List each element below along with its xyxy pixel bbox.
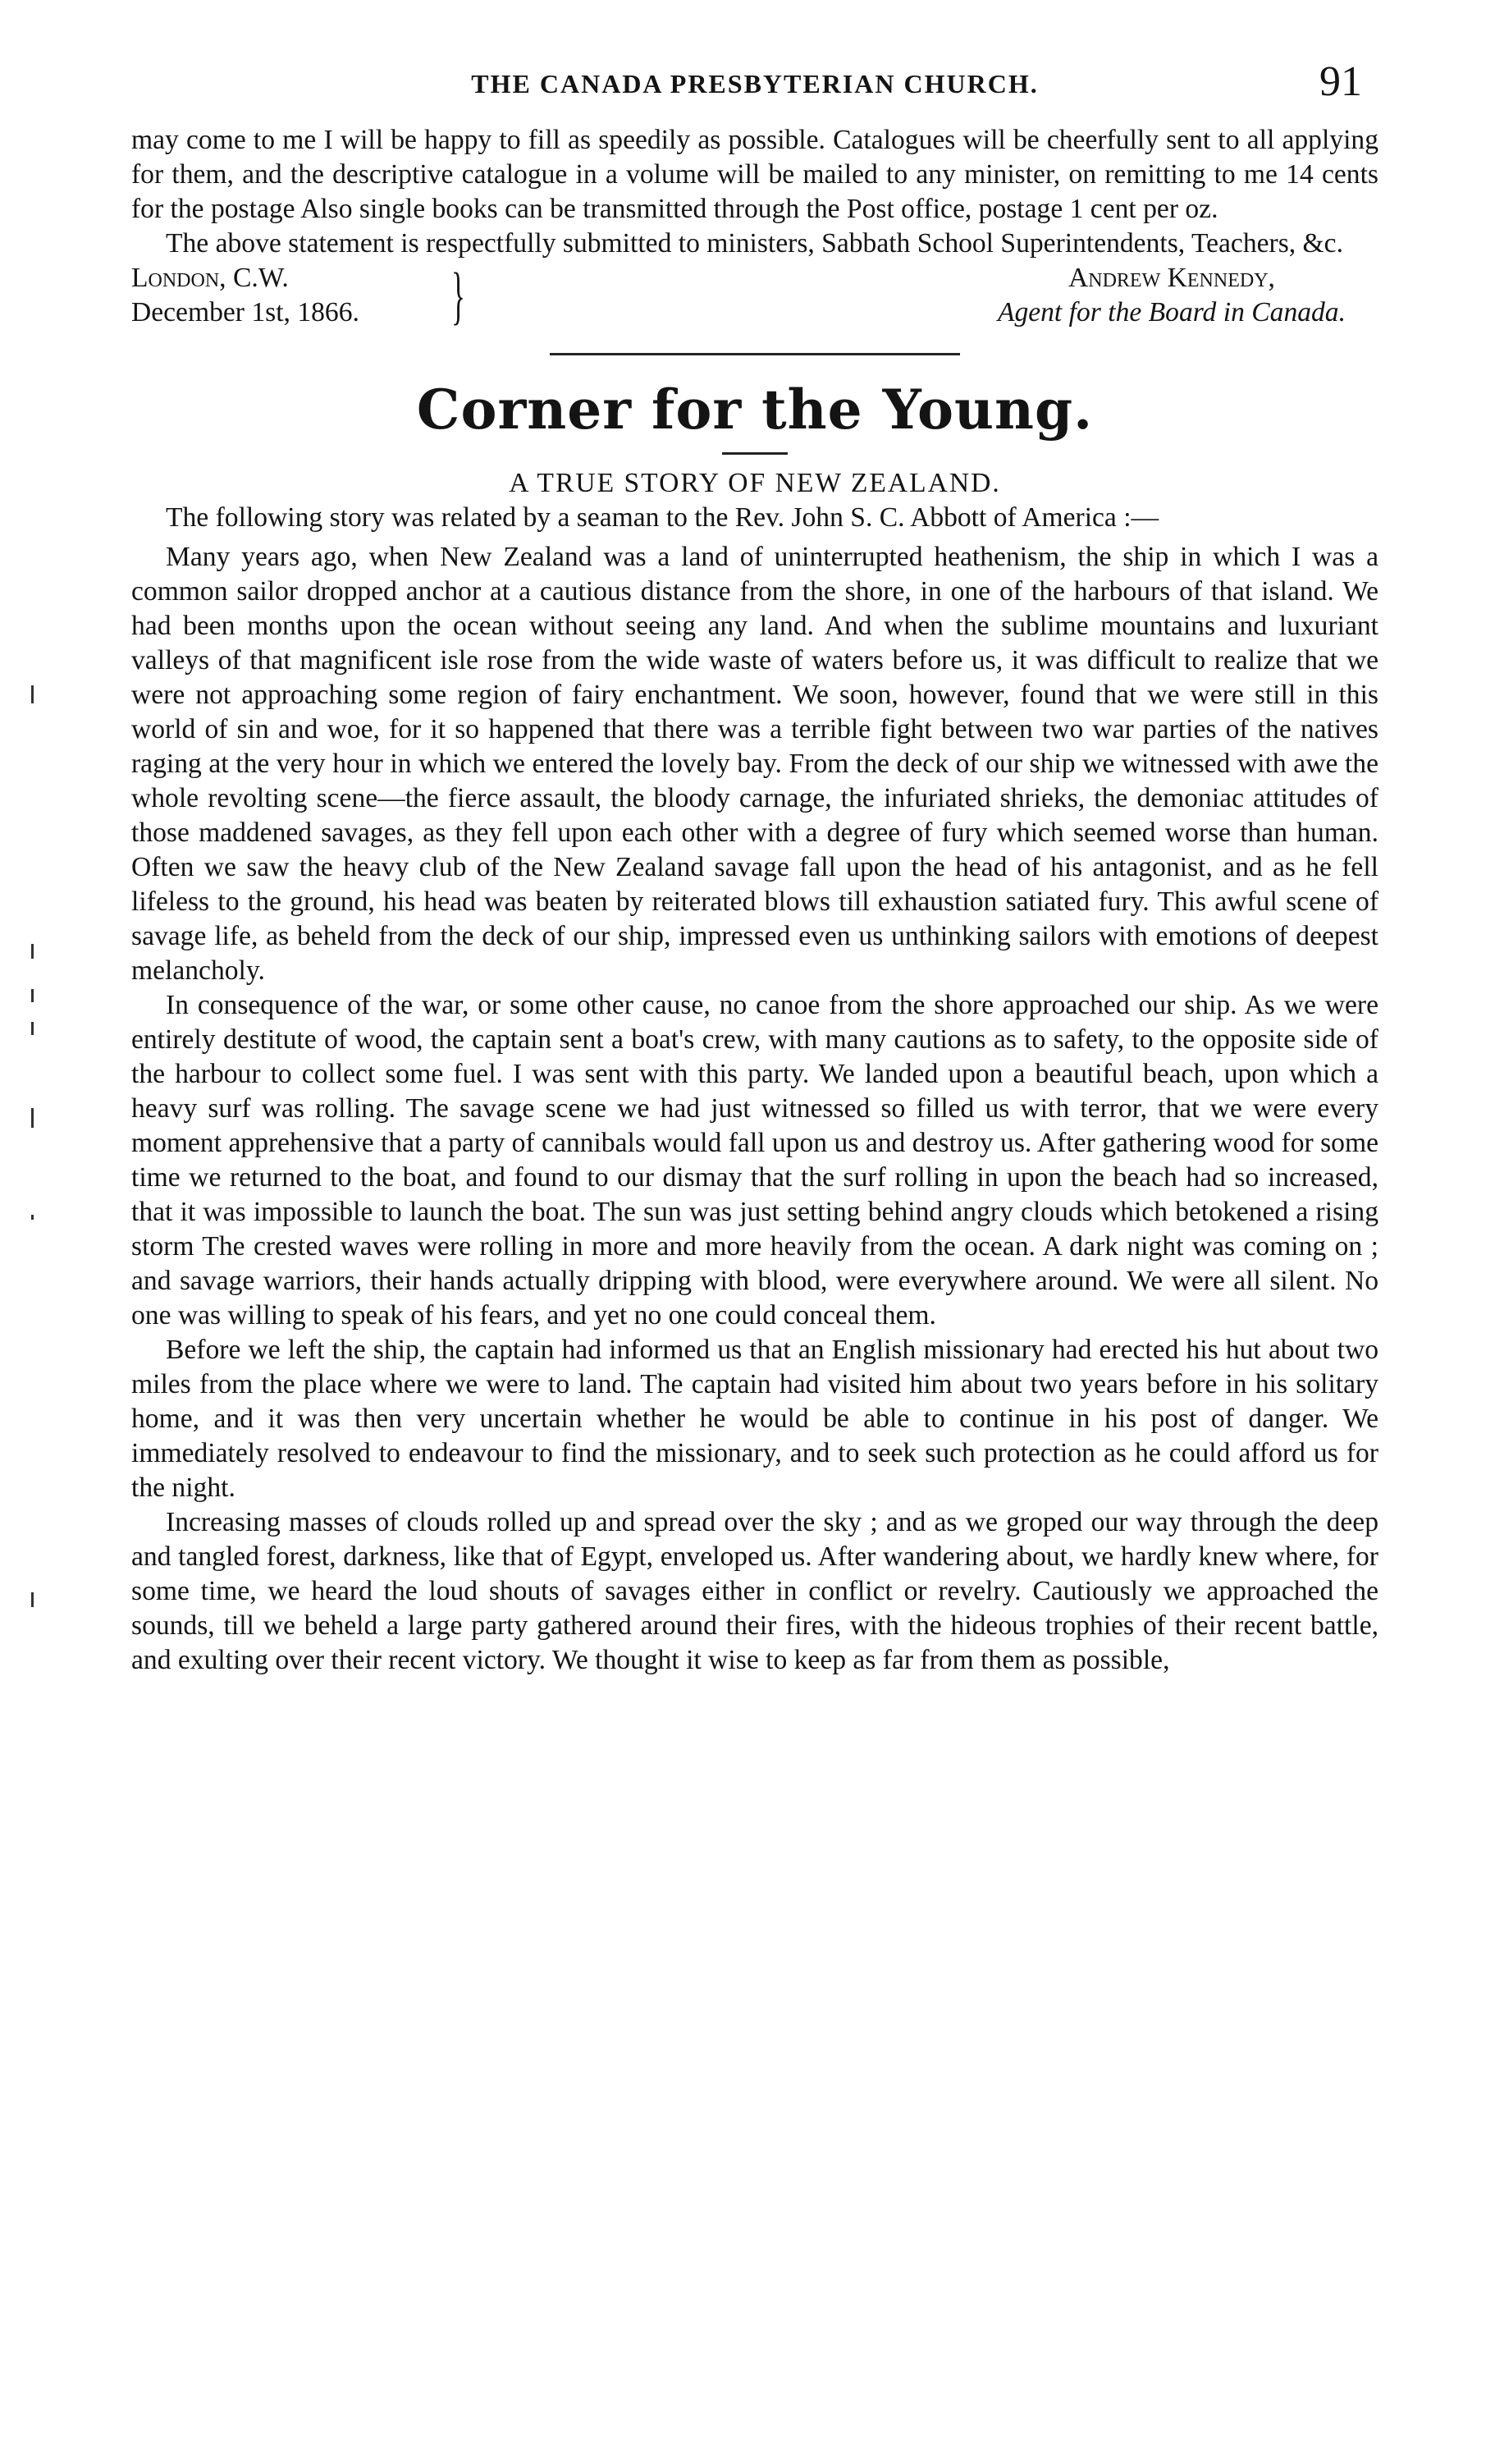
section-title: Corner for the Young. xyxy=(416,378,1094,442)
story-paragraph: Before we left the ship, the captain had informed us that an English missionary had erected his hut about two miles from the place where we were to land. The captain had visited him about two years before in his solitary home, and it was then very uncertain whether he would be able to continue in his post of danger. We immediately resolved to endeavour to find the missionary, and to seek such protection as he could afford us for the night. xyxy=(131,1335,1378,1503)
opening-paragraph: may come to me I will be happy to fill as speedily as possible. Catalogues will be cheerfully sent to all applying for them, and the descriptive catalogue in a volume will be mailed to any minister, on remitting to me 14 cents for the postage Also single books can be transmitted through the Post office, postage 1 cent per oz. xyxy=(131,125,1378,224)
margin-mark xyxy=(31,1215,34,1220)
page-number: 91 xyxy=(1319,58,1362,105)
story-paragraph: In consequence of the war, or some other cause, no canoe from the shore approached our ship. As we were entirely destitute of wood, the captain sent a boat's crew, with many cautions as to safety, to the opposite side of the harbour to collect some fuel. I was sent with this party. We landed upon a beautiful beach, upon which a heavy surf was rolling. The savage scene we had just witnessed so filled us with terror, that we were every moment apprehensive that a party of cannibals would fall upon us and destroy us. After gathering wood for some time we returned to the boat, and found to our dismay that the surf rolling in upon the beach had so increased, that it was impossible to launch the boat. The sun was just setting behind angry clouds which betokened a rising storm The crested waves were rolling in more and more heavily from the ocean. A dark night was coming on ; and savage warriors, their hands actually dripping with blood, were everywhere around. We were all silent. No one was willing to speak of his fears, and yet no one could conceal them. xyxy=(131,990,1378,1330)
margin-marks xyxy=(0,0,82,2464)
statement-paragraph: The above statement is respectfully submitted to ministers, Sabbath School Superintendents, Teachers, &c. xyxy=(166,228,1343,259)
signature-place: London, C.W. xyxy=(131,263,289,293)
margin-mark xyxy=(31,1592,34,1607)
margin-mark xyxy=(31,1022,34,1035)
title-rule xyxy=(722,452,788,455)
story-paragraph: Many years ago, when New Zealand was a land of uninterrupted heathenism, the ship in which I was a common sailor dropped anchor at a cautious distance from the shore, in one of the harbours of that island. We had been months upon the ocean without seeing any land. And when the sublime mountains and luxuriant valleys of that magnificent isle rose from the wide waste of waters before us, it was difficult to realize that we were not approaching some region of fairy enchantment. We soon, however, found that we were still in this world of sin and woe, for it so happened that there was a terrible fight between two war parties of the natives raging at the very hour in which we entered the lovely bay. From the deck of our ship we witnessed with awe the whole revolting scene—the fierce assault, the bloody carnage, the infuriated shrieks, the demoniac attitudes of those maddened savages, as they fell upon each other with a degree of fury which seemed worse than human. Often we saw the heavy club of the New Zealand savage fall upon the head of his antagonist, and as he fell lifeless to the ground, his head was beaten by reiterated blows till exhaustion satiated fury. This awful scene of savage life, as beheld from the deck of our ship, impressed even us unthinking sailors with emotions of deepest melancholy. xyxy=(131,542,1378,986)
signature-block xyxy=(131,261,1378,330)
running-title: THE CANADA PRESBYTERIAN CHURCH. xyxy=(471,69,1039,98)
signature-name-role xyxy=(998,261,1346,330)
signature-name: Andrew Kennedy, xyxy=(1068,263,1275,293)
running-head xyxy=(131,57,1378,123)
margin-mark xyxy=(31,944,34,959)
story-title: A TRUE STORY OF NEW ZEALAND. xyxy=(509,468,1001,498)
section-divider xyxy=(550,353,960,355)
signature-date: December 1st, 1866. xyxy=(131,297,359,327)
margin-mark xyxy=(31,1108,34,1128)
brace-glyph: } xyxy=(451,259,465,331)
story-intro: The following story was related by a seaman to the Rev. John S. C. Abbott of America :— xyxy=(166,502,1159,533)
signature-place-date xyxy=(131,261,359,330)
margin-mark xyxy=(31,685,34,703)
document-page xyxy=(131,57,1378,1678)
story-paragraph: Increasing masses of clouds rolled up and spread over the sky ; and as we groped our way through the deep and tangled forest, darkness, like that of Egypt, enveloped us. After wandering about, we hardly knew where, for some time, we heard the loud shouts of savages either in conflict or revelry. Cautiously we approached the sounds, till we beheld a large party gathered around their fires, with the hideous trophies of their recent battle, and exulting over their recent victory. We thought it wise to keep as far from them as possible, xyxy=(131,1507,1378,1675)
margin-mark xyxy=(31,989,34,1002)
signature-role: Agent for the Board in Canada. xyxy=(997,297,1346,327)
